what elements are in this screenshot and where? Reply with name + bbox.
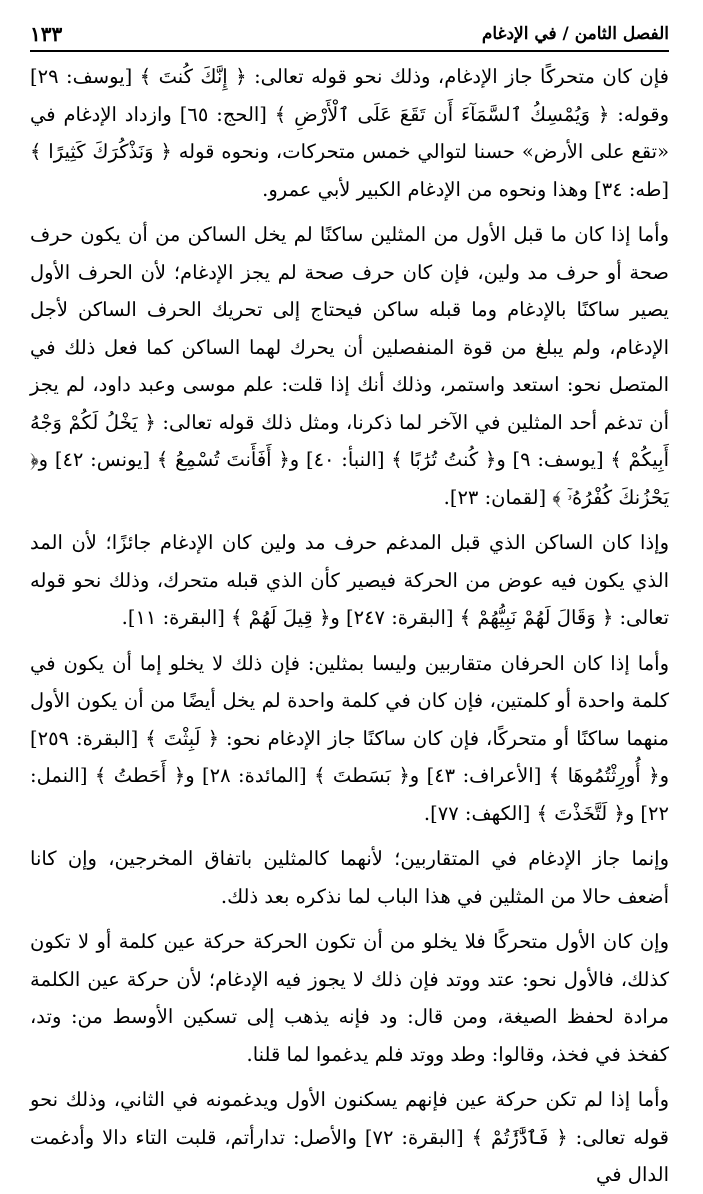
paragraph: وإنما جاز الإدغام في المتقاربين؛ لأنهما كالمثلين باتفاق المخرجين، وإن كانا أضعف حالا من المثلين في هذا الباب لما نذكره بعد ذلك. <box>30 847 669 908</box>
running-header <box>30 0 669 52</box>
paragraph: فإن كان متحركًا جاز الإدغام، وذلك نحو قوله تعالى: ﴿ إِنَّكَ كُنتَ ﴾ [يوسف: ٢٩] وقوله: ﴿ وَيُمْسِكُ ٱلسَّمَآءَ أَن تَقَعَ عَلَى ٱلْأَرْضِ ﴾ [الحج: ٦٥] وازداد الإدغام في «تقع على الأرض» حسنا لتوالي خمس متحركات، ونحوه قوله ﴿ وَنَذْكُرَكَ كَثِيرًا ﴾ [طه: ٣٤] وهذا ونحوه من الإدغام الكبير لأبي عمرو. <box>30 65 669 201</box>
paragraph: وأما إذا كان الحرفان متقاربين وليسا بمثلين: فإن ذلك لا يخلو إما أن يكون في كلمة واحدة أو كلمتين، فإن كان في كلمة واحدة لم يخل أيضًا من أن يكون الأول منهما ساكنًا أو متحركًا، فإن كان ساكنًا جاز الإدغام نحو: ﴿ لَبِثْتَ ﴾ [البقرة: ٢٥٩] و﴿ أُورِثْتُمُوهَا ﴾ [الأعراف: ٤٣] و﴿ بَسَطتَ ﴾ [المائدة: ٢٨] و﴿ أَحَطتُ ﴾ [النمل: ٢٢] و﴿ لَتَّخَذْتَ ﴾ [الكهف: ٧٧]. <box>30 651 669 825</box>
page-number: ١٣٣ <box>30 22 63 46</box>
chapter-title: الفصل الثامن / في الإدغام <box>481 24 669 44</box>
paragraph: وأما إذا لم تكن حركة عين فإنهم يسكنون الأول ويدغمونه في الثاني، وذلك نحو قوله تعالى: ﴿ فَٱدَّٰرَٰٔتُمْ ﴾ [البقرة: ٧٢] والأصل: تدارأتم، قلبت التاء دالا وأدغمت الدال في <box>30 1088 669 1186</box>
paragraph: وإن كان الأول متحركًا فلا يخلو من أن تكون الحركة حركة عين كلمة أو لا تكون كذلك، فالأول نحو: عتد ووتد فإن ذلك لا يجوز فيه الإدغام؛ لأن حركة عين الكلمة مرادة لحفظ الصيغة، ومن قال: ود فإنه يذهب إلى تسكين الأوسط من: وتد، كفخذ في فخذ، وقالوا: وطد ووتد فلم يدغموا لما قلنا. <box>30 930 669 1066</box>
paragraph: وأما إذا كان ما قبل الأول من المثلين ساكنًا لم يخل الساكن من أن يكون حرف صحة أو حرف مد ولين، فإن كان حرف صحة لم يجز الإدغام؛ لأن الحرف الأول يصير ساكنًا بالإدغام وما قبله ساكن فيحتاج إلى تحريك الحرف الساكن لأجل الإدغام، ولم يبلغ من قوة المنفصلين أن يحرك لهما الساكن كما فعل ذلك في المتصل نحو: استعد واستمر، وذلك أنك إذا قلت: علم موسى وعبد داود، لم يجز أن تدغم أحد المثلين في الآخر لما ذكرنا، ومثل ذلك قوله تعالى: ﴿ يَخْلُ لَكُمْ وَجْهُ أَبِيكُمْ ﴾ [يوسف: ٩] و﴿ كُنتُ تُرَٰبًا ﴾ [النبأ: ٤٠] و﴿ أَفَأَنتَ تُسْمِعُ ﴾ [يونس: ٤٢] و﴿ يَحْزُنكَ كُفْرُهُۥٓ ﴾ [لقمان: ٢٣]. <box>30 223 669 509</box>
page-body <box>30 52 669 1194</box>
paragraph: وإذا كان الساكن الذي قبل المدغم حرف مد ولين كان الإدغام جائزًا؛ لأن المد الذي يكون فيه عوض من الحركة فيصير كأن الذي قبله متحرك، وذلك نحو قوله تعالى: ﴿ وَقَالَ لَهُمْ نَبِيُّهُمْ ﴾ [البقرة: ٢٤٧] و﴿ قِيلَ لَهُمْ ﴾ [البقرة: ١١]. <box>30 531 669 629</box>
